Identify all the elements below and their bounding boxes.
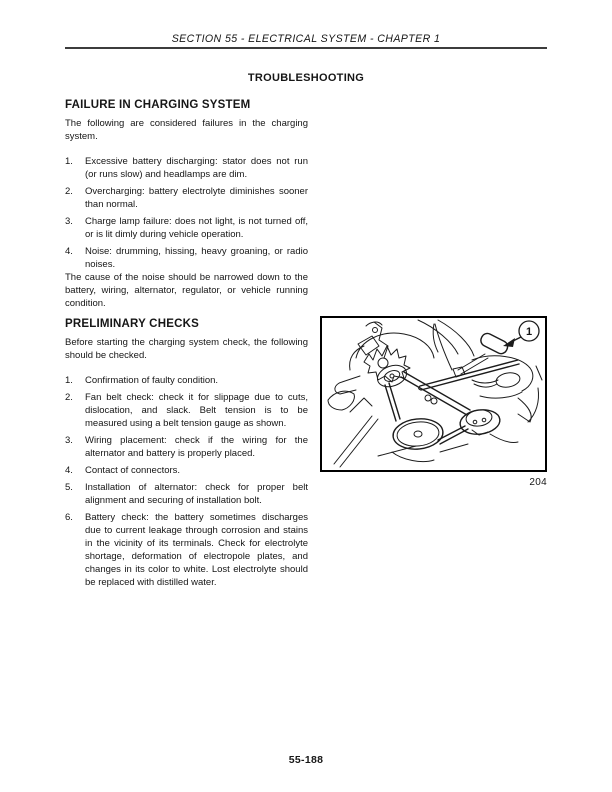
running-header: SECTION 55 - ELECTRICAL SYSTEM - CHAPTER 1	[171, 33, 441, 45]
list-item-text: Confirmation of faulty condition.	[85, 375, 219, 386]
list-item	[65, 215, 308, 241]
list-item	[65, 511, 308, 589]
figure-number: 204	[529, 477, 547, 488]
list-item-text: Overcharging: battery electrolyte diminishes sooner than normal.	[85, 186, 308, 210]
numbered-list	[65, 155, 308, 271]
list-item-number: 5.	[65, 482, 73, 493]
list-item-text: Contact of connectors.	[85, 465, 181, 476]
header-rule	[65, 47, 547, 49]
list-item-number: 3.	[65, 216, 73, 227]
section-intro: The following are considered failures in the charging system.	[65, 118, 308, 142]
callout-number: 1	[525, 326, 533, 338]
list-item	[65, 464, 308, 477]
list-item-number: 1.	[65, 375, 73, 386]
list-item-number: 2.	[65, 392, 73, 403]
text-column	[65, 96, 308, 589]
list-item-number: 4.	[65, 465, 73, 476]
list-item	[65, 155, 308, 181]
list-item-text: Noise: drumming, hissing, heavy groaning, or radio noises.	[85, 246, 308, 270]
section-heading-preliminary-checks: PRELIMINARY CHECKS	[65, 318, 199, 330]
section-intro: Before starting the charging system check, the following should be checked.	[65, 337, 308, 361]
section-heading-failure-in-charging-system: FAILURE IN CHARGING SYSTEM	[65, 99, 251, 111]
list-item-text: Battery check: the battery sometimes discharges due to current leakage through corrosion and stains in the vicinity of its terminals. Check for electrolyte shortage, deformation of electropole plates, and changes in its color to white. Lost electrolyte should be replaced with distilled water.	[85, 512, 308, 588]
list-item-text: Wiring placement: check if the wiring for the alternator and battery is properly placed.	[85, 435, 308, 459]
list-item	[65, 374, 308, 387]
list-item-number: 2.	[65, 186, 73, 197]
list-item-text: Charge lamp failure: does not light, is not turned off, or is lit dimly during vehicle operation.	[85, 216, 308, 240]
list-item-number: 6.	[65, 512, 73, 523]
page-title: TROUBLESHOOTING	[247, 72, 365, 84]
list-item	[65, 391, 308, 430]
list-item-text: Installation of alternator: check for proper belt alignment and securing of installation bolt.	[85, 482, 308, 506]
list-item-number: 3.	[65, 435, 73, 446]
section-outro: The cause of the noise should be narrowed down to the battery, wiring, alternator, regulator, or vehicle running condition.	[65, 272, 308, 309]
footer-page-number: 55-188	[288, 754, 324, 766]
list-item-number: 4.	[65, 246, 73, 257]
figure-belt-tension-illustration	[320, 316, 547, 472]
engine-belt-drawing	[322, 318, 545, 470]
list-item-number: 1.	[65, 156, 73, 167]
list-item	[65, 245, 308, 271]
list-item	[65, 481, 308, 507]
list-item-text: Excessive battery discharging: stator does not run (or runs slow) and headlamps are dim.	[85, 156, 308, 180]
list-item-text: Fan belt check: check it for slippage due to cuts, dislocation, and slack. Belt tension is to be measured using a belt tension gauge as shown.	[85, 392, 308, 429]
numbered-list	[65, 374, 308, 589]
list-item	[65, 185, 308, 211]
list-item	[65, 434, 308, 460]
